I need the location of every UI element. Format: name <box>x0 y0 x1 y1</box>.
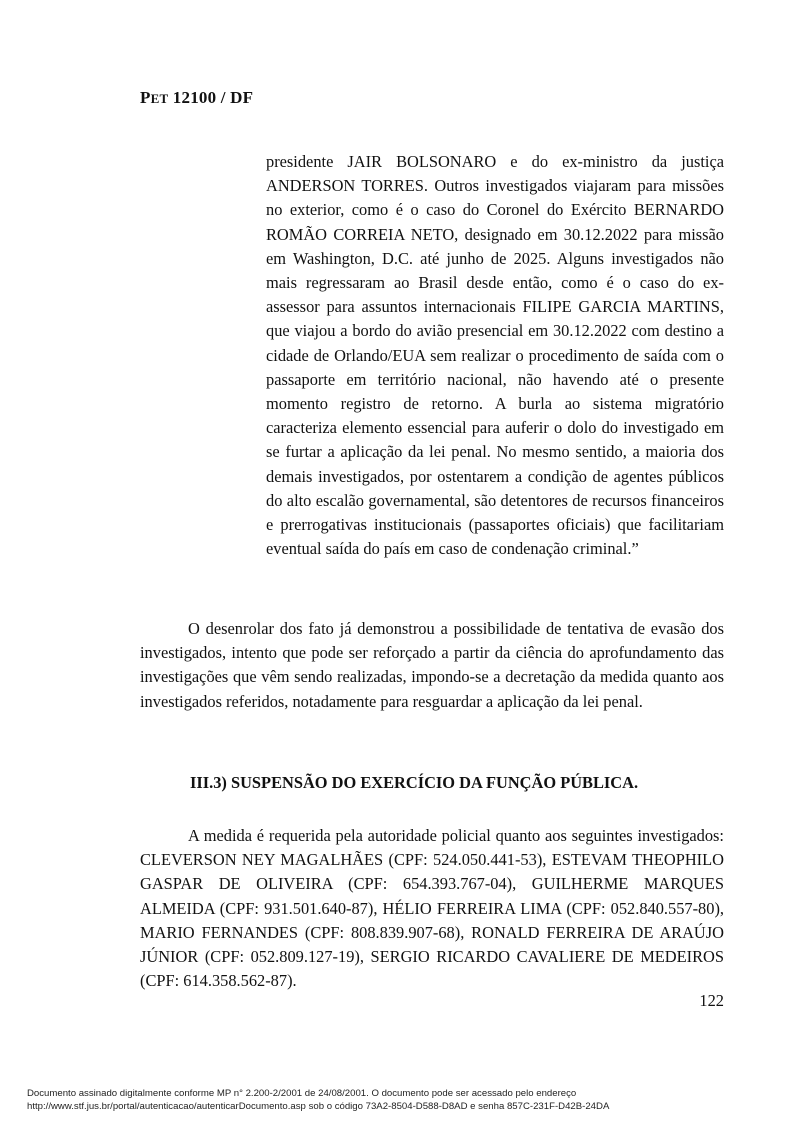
page-number: 122 <box>699 991 724 1010</box>
section-heading: III.3) SUSPENSÃO DO EXERCÍCIO DA FUNÇÃO PÚBLICA. <box>190 773 639 792</box>
footer-line-2: http://www.stf.jus.br/portal/autenticacao/autenticarDocumento.asp sob o código 73A2-8504-D588-D8AD e senha 857C-231F-D42B-24DA <box>27 1100 610 1112</box>
footer-line-1: Documento assinado digitalmente conforme MP n° 2.200-2/2001 de 24/08/2001. O documento pode ser acessado pelo endereço <box>27 1088 577 1099</box>
quoted-citation: presidente JAIR BOLSONARO e do ex-ministro da justiça ANDERSON TORRES. Outros investigados viajaram para missões no exterior, como é o caso do Coronel do Exército BERNARDO ROMÃO CORREIA NETO, designado em 30.12.2022 para missão em Washington, D.C. até junho de 2025. Alguns investigados não mais regressaram ao Brasil desde então, como é o caso do ex-assessor para assuntos internacionais FILIPE GARCIA MARTINS, que viajou a bordo do avião presencial em 30.12.2022 com destino a cidade de Orlando/EUA sem realizar o procedimento de saída com o passaporte em território nacional, não havendo até o presente momento registro de retorno. A burla ao sistema migratório caracteriza elemento essencial para auferir o dolo do investigado em se furtar a aplicação da lei penal. No mesmo sentido, a maioria dos demais investigados, por ostentarem a condição de agentes públicos do alto escalão governamental, são detentores de recursos financeiros e prerrogativas institucionais (passaportes oficiais) que facilitariam eventual saída do país em caso de condenação criminal.” <box>266 152 724 559</box>
body-paragraph-investigated-list: A medida é requerida pela autoridade policial quanto aos seguintes investigados: CLEVERSON NEY MAGALHÃES (CPF: 524.050.441-53), ESTEVAM THEOPHILO GASPAR DE OLIVEIRA (CPF: 654.393.767-04), GUILHERME MARQUES ALMEIDA (CPF: 931.501.640-87), HÉLIO FERREIRA LIMA (CPF: 052.840.557-80), MARIO FERNANDES (CPF: 808.839.907-68), RONALD FERREIRA DE ARAÚJO JÚNIOR (CPF: 052.809.127-19), SERGIO RICARDO CAVALIERE DE MEDEIROS (CPF: 614.358.562-87). <box>140 826 724 991</box>
case-header <box>140 88 253 108</box>
case-number: 12100 / DF <box>172 88 254 107</box>
case-header-smallcaps: ET <box>150 91 169 106</box>
case-header-initial: P <box>140 88 151 107</box>
digital-signature-footer <box>27 1088 609 1113</box>
body-paragraph-evasion: O desenrolar dos fato já demonstrou a possibilidade de tentativa de evasão dos investigados, intento que pode ser reforçado a partir da ciência do aprofundamento das investigações que vêm sendo realizadas, impondo-se a decretação da medida quanto aos investigados referidos, notadamente para resguardar a aplicação da lei penal. <box>140 619 724 711</box>
